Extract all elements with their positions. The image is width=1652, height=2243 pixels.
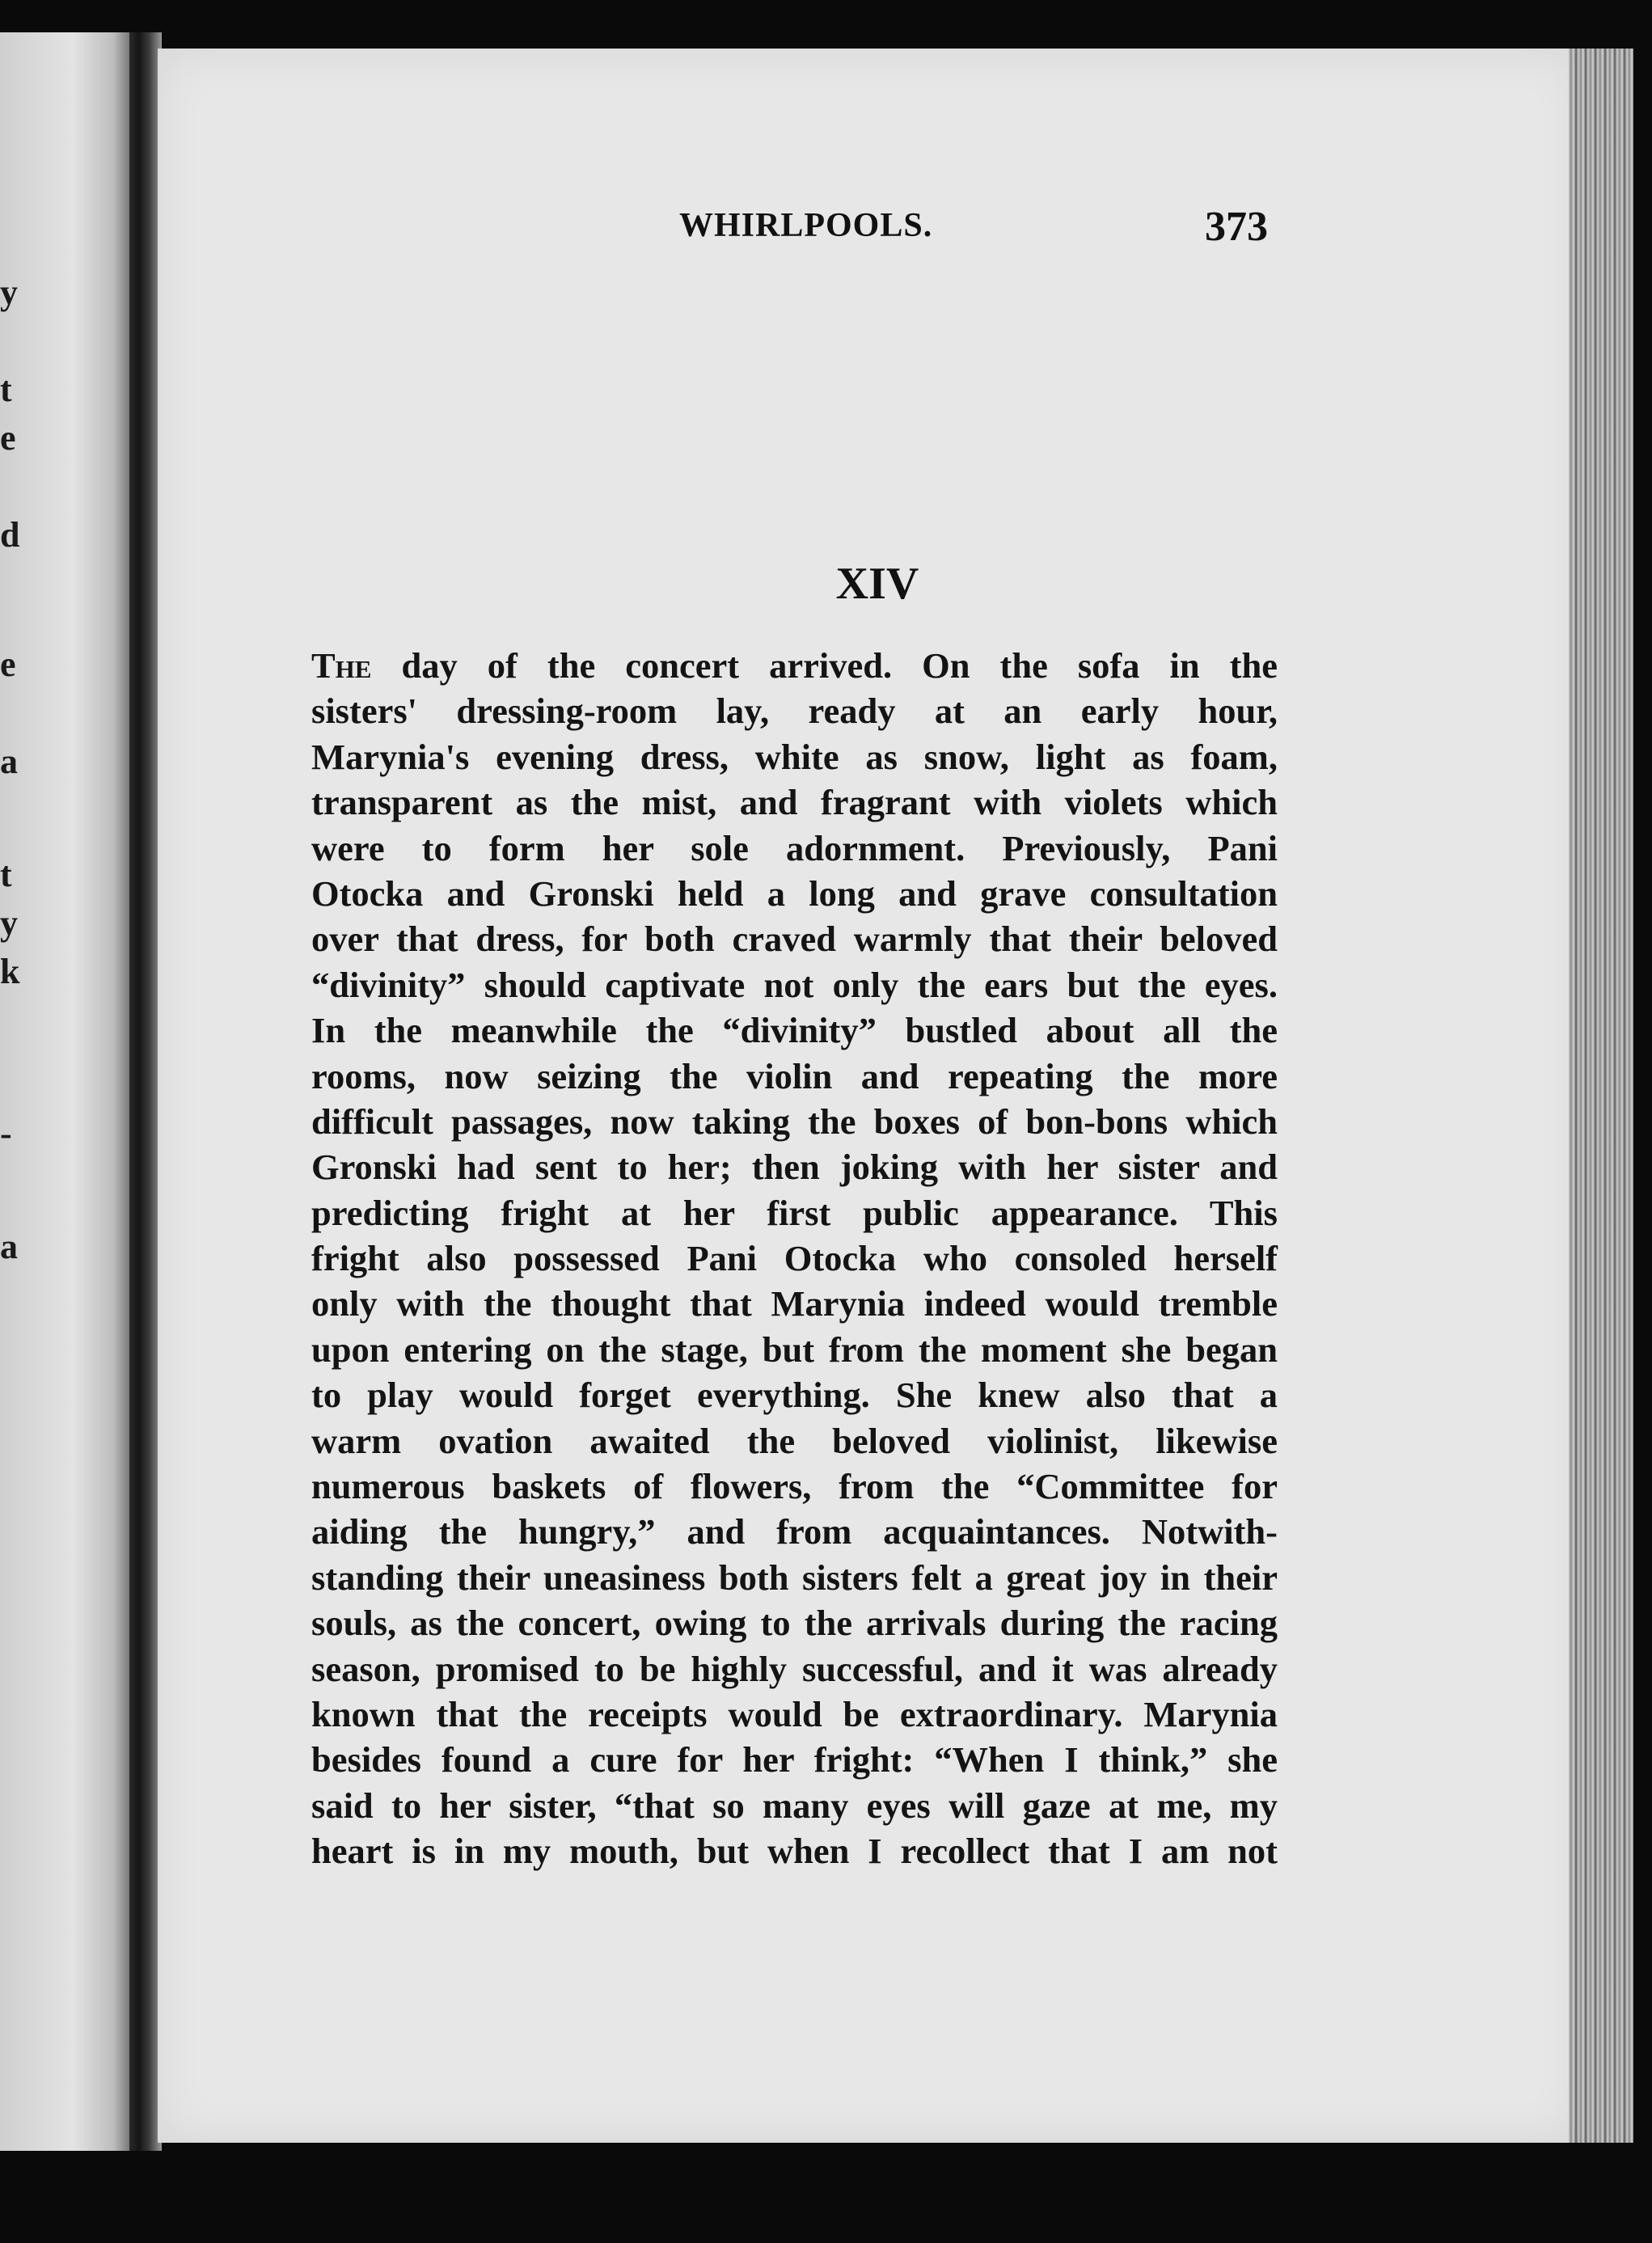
- body-text: [311, 643, 1278, 1874]
- text-line: warm ovation awaited the beloved violinist, likewise: [311, 1420, 1278, 1461]
- left-page-margin-fragments: [0, 32, 24, 2151]
- text-line: Gronski had sent to her; then joking with her sister and: [311, 1147, 1278, 1188]
- margin-fragment: a: [0, 741, 18, 781]
- page-stack-edge: [1569, 49, 1633, 2143]
- text-line: numerous baskets of flowers, from the “Committee for: [311, 1466, 1278, 1507]
- text-line: In the meanwhile the “divinity” bustled about all the: [311, 1010, 1278, 1051]
- margin-fragment: d: [0, 515, 20, 555]
- left-page-edge: [0, 32, 133, 2151]
- text-line: standing their uneasiness both sisters felt a great joy in their: [311, 1557, 1278, 1598]
- text-line: Otocka and Gronski held a long and grave consultation: [311, 872, 1278, 914]
- chapter-heading: XIV: [835, 559, 919, 609]
- text-line: known that the receipts would be extraordinary. Marynia: [311, 1693, 1278, 1734]
- text-line: rooms, now seizing the violin and repeating the more: [311, 1055, 1278, 1096]
- book-gutter: [129, 32, 162, 2151]
- text-line: upon entering on the stage, but from the moment she began: [311, 1328, 1278, 1370]
- text-line: difficult passages, now taking the boxes of bon-bons which: [311, 1100, 1278, 1142]
- text-line: were to form her sole adornment. Previously, Pani: [311, 827, 1278, 868]
- text-line: predicting fright at her first public appearance. This: [311, 1192, 1278, 1233]
- first-word: The: [311, 645, 372, 686]
- text-line: only with the thought that Marynia indeed would tremble: [311, 1283, 1278, 1324]
- margin-fragment: a: [0, 1227, 18, 1266]
- margin-fragment: y: [0, 272, 18, 312]
- text-line-content: day of the concert arrived. On the sofa in the: [371, 645, 1278, 686]
- text-line: aiding the hungry,” and from acquaintances. Notwith-: [311, 1511, 1278, 1552]
- text-line: besides found a cure for her fright: “When I think,” she: [311, 1739, 1278, 1780]
- text-line: to play would forget everything. She knew also that a: [311, 1375, 1278, 1416]
- page-number: 373: [1205, 204, 1268, 250]
- text-line: “divinity” should captivate not only the ears but the eyes.: [311, 964, 1278, 1005]
- text-line: [311, 643, 1278, 688]
- margin-fragment: e: [0, 418, 16, 458]
- text-line: sisters' dressing-room lay, ready at an early hour,: [311, 691, 1278, 732]
- text-line: season, promised to be highly successful, and it was already: [311, 1648, 1278, 1689]
- text-line: fright also possessed Pani Otocka who consoled herself: [311, 1238, 1278, 1279]
- margin-fragment: t: [0, 370, 12, 409]
- text-line: heart is in my mouth, but when I recollect that I am not: [311, 1831, 1278, 1872]
- running-head: [158, 206, 1290, 255]
- text-line: souls, as the concert, owing to the arrivals during the racing: [311, 1603, 1278, 1644]
- text-line: said to her sister, “that so many eyes will gaze at me, my: [311, 1785, 1278, 1826]
- margin-fragment: t: [0, 855, 12, 894]
- text-line: transparent as the mist, and fragrant with violets which: [311, 782, 1278, 823]
- margin-fragment: y: [0, 903, 18, 943]
- running-title: WHIRLPOOLS.: [679, 207, 933, 244]
- margin-fragment: k: [0, 952, 20, 991]
- margin-fragment: e: [0, 644, 16, 684]
- text-line: Marynia's evening dress, white as snow, light as foam,: [311, 736, 1278, 777]
- margin-fragment: -: [0, 1113, 12, 1153]
- text-line: over that dress, for both craved warmly that their beloved: [311, 919, 1278, 960]
